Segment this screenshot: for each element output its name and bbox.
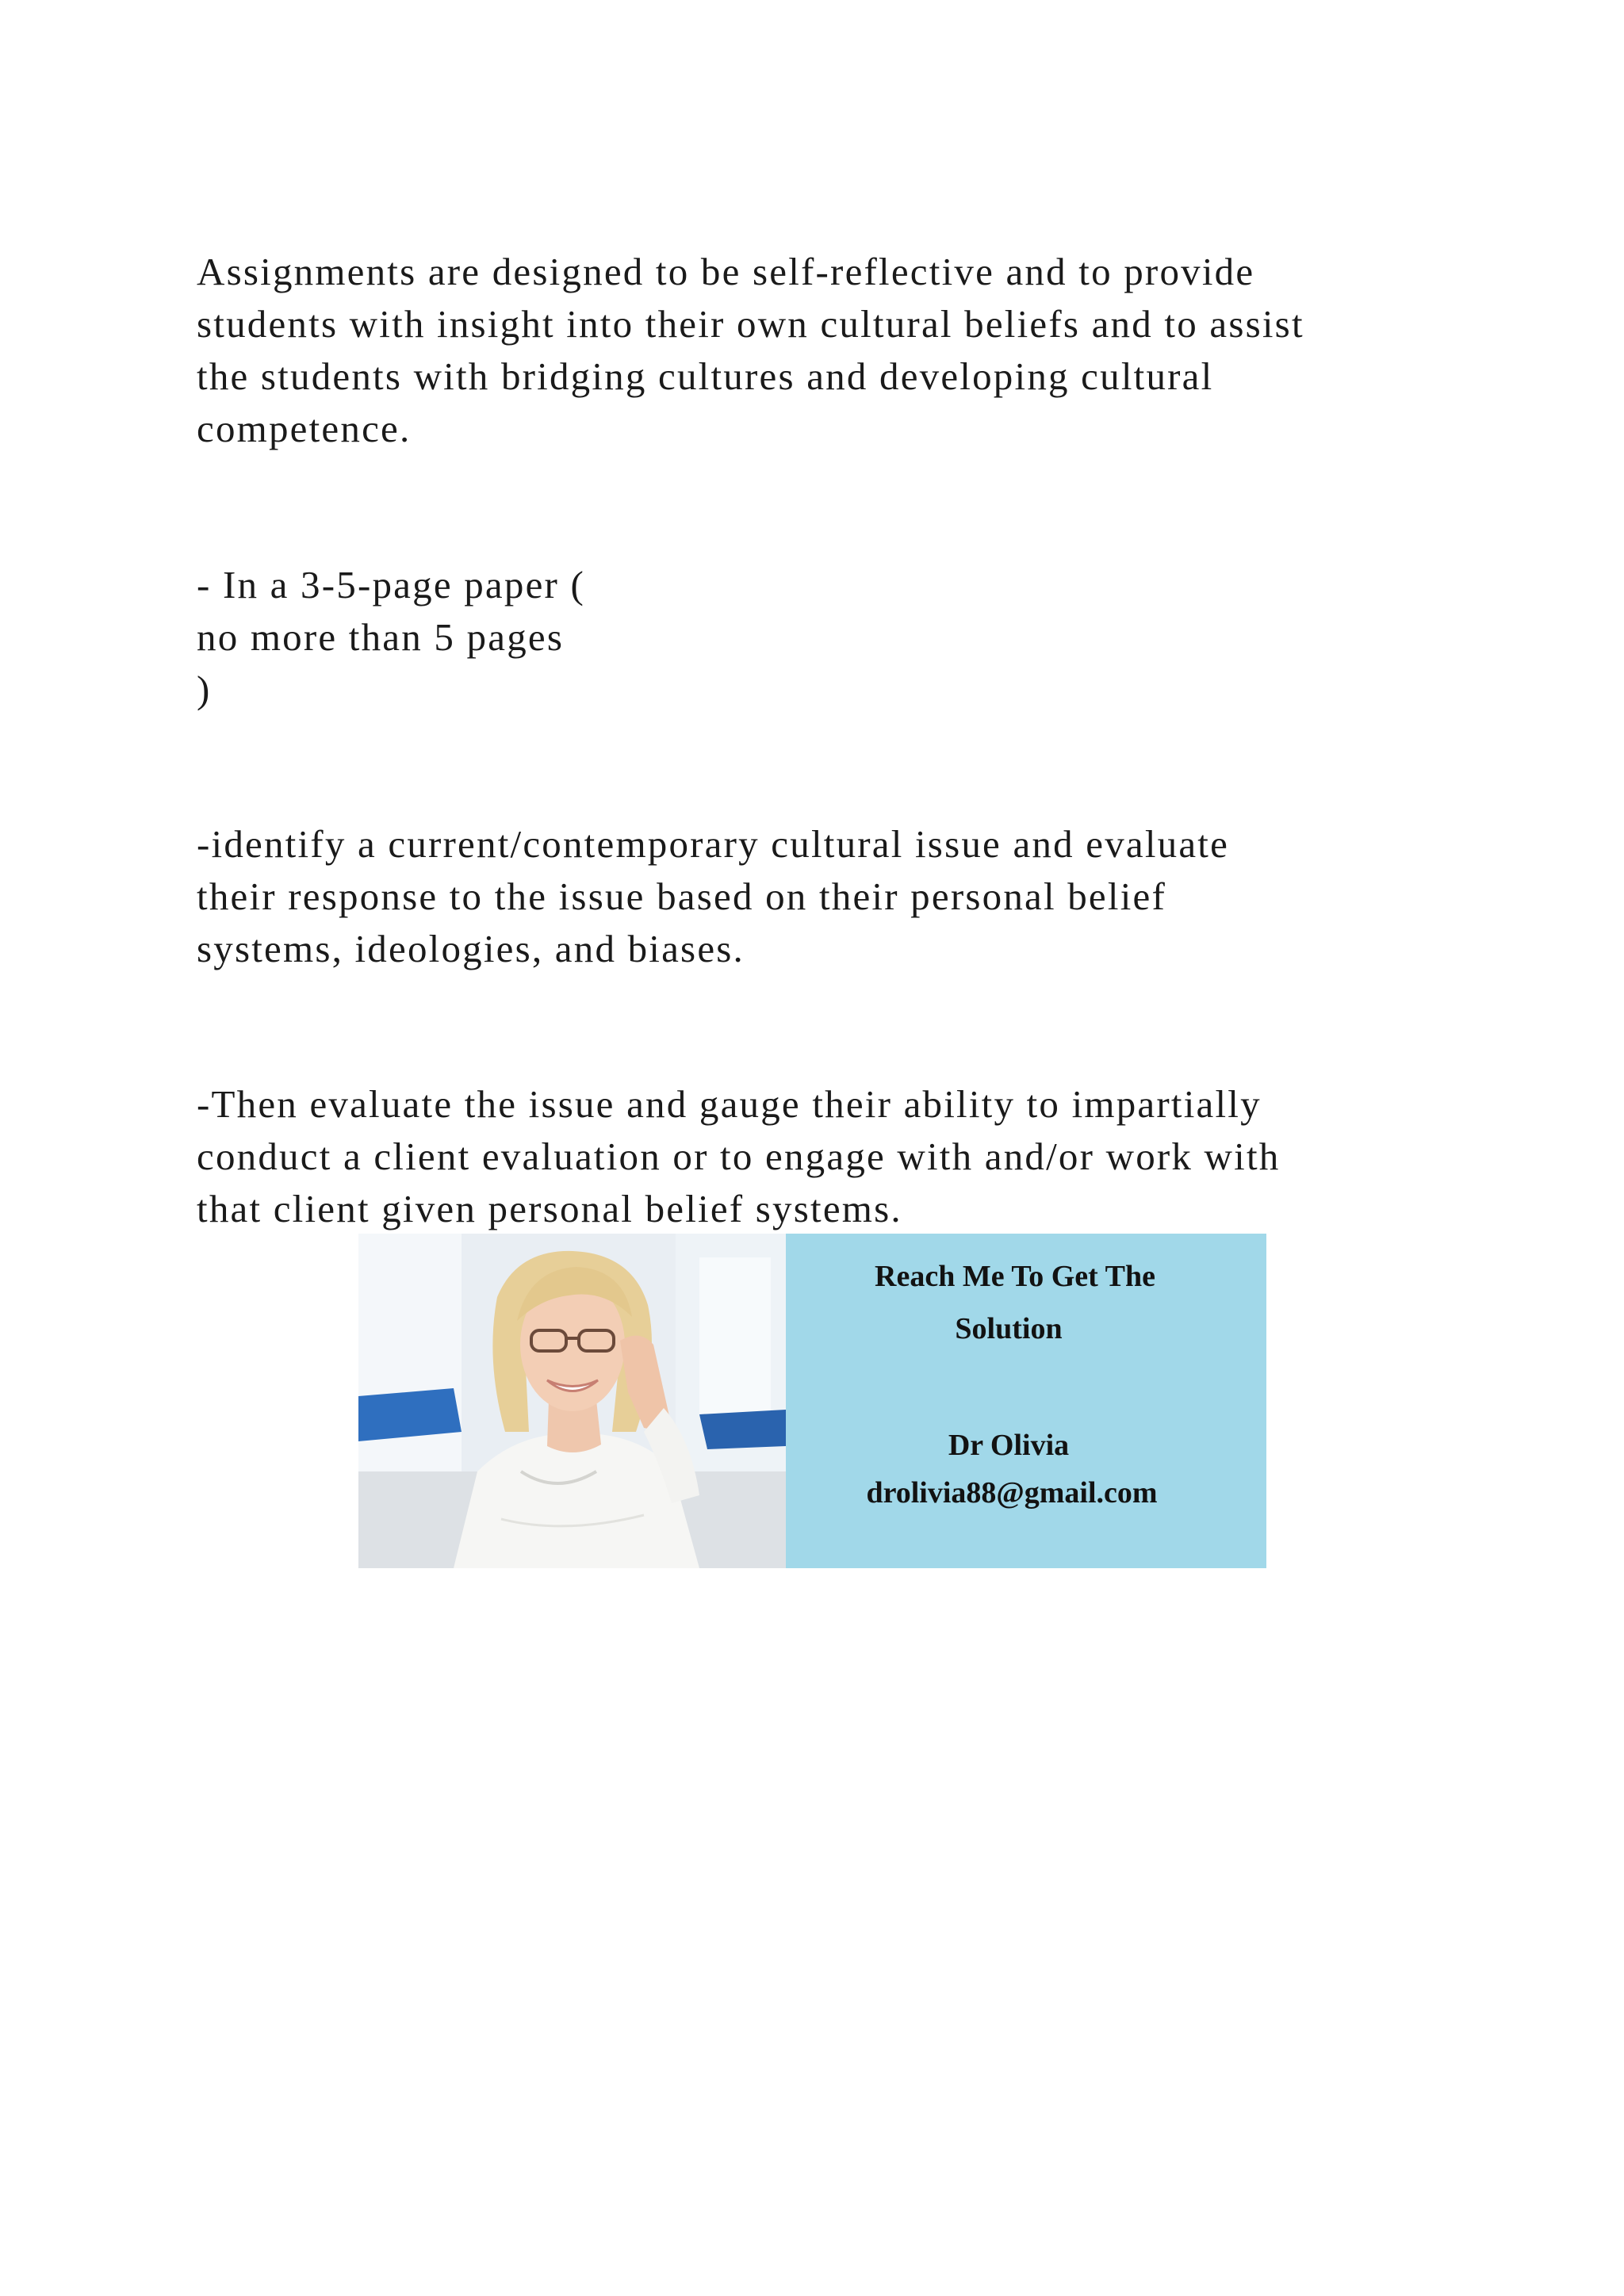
text-line: systems, ideologies, and biases. (197, 927, 745, 970)
text-line: -Then evaluate the issue and gauge their ability to impartially (197, 1082, 1262, 1126)
text-line: ) (197, 668, 212, 711)
contact-ad-banner (358, 1234, 1266, 1568)
woman-portrait-photo (358, 1234, 786, 1568)
paragraph-paper-length (197, 559, 1465, 716)
text-line: conduct a client evaluation or to engage with and/or work with (197, 1135, 1281, 1178)
text-line: students with insight into their own cultural beliefs and to assist (197, 302, 1304, 346)
text-line: that client given personal belief systems. (197, 1187, 902, 1230)
paragraph-intro (197, 246, 1465, 455)
text-line: their response to the issue based on their personal belief (197, 874, 1166, 918)
text-line: Assignments are designed to be self-reflective and to provide (197, 250, 1255, 293)
text-line: the students with bridging cultures and developing cultural (197, 354, 1214, 398)
portrait-illustration (358, 1234, 786, 1568)
text-line: -identify a current/contemporary cultural issue and evaluate (197, 822, 1230, 866)
contact-info-panel (786, 1234, 1266, 1568)
paragraph-evaluate-issue (197, 1078, 1465, 1235)
contact-email: drolivia88@gmail.com (866, 1476, 1158, 1510)
text-line: - In a 3-5-page paper ( (197, 563, 585, 607)
text-line: competence. (197, 407, 412, 450)
contact-name: Dr Olivia (948, 1429, 1070, 1462)
text-line: no more than 5 pages (197, 615, 565, 659)
paragraph-identify-issue (197, 818, 1465, 975)
ad-headline-solution: Solution (955, 1312, 1063, 1345)
ad-headline: Reach Me To Get The (875, 1260, 1155, 1293)
